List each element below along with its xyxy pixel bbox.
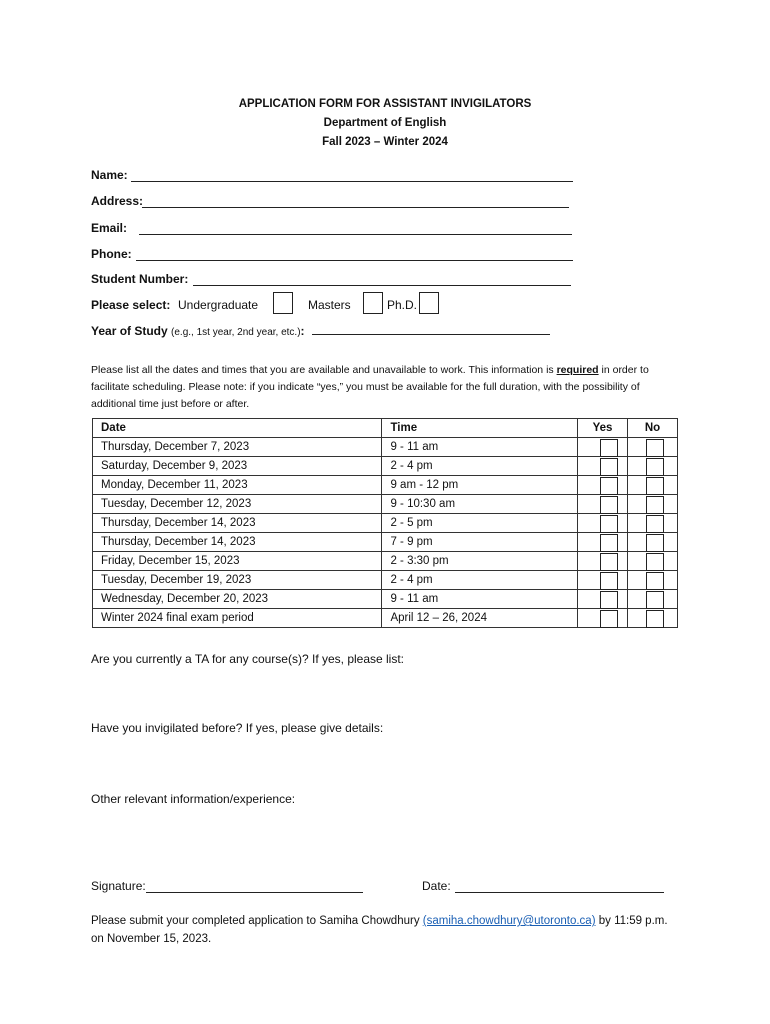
option-undergraduate-label: Undergraduate [178,298,259,312]
no-checkbox[interactable] [646,610,664,628]
student-number-line[interactable] [193,285,571,286]
address-line[interactable] [142,207,569,208]
name-field[interactable] [91,166,573,184]
submit-text-before: Please submit your completed application to Samiha Chowdhury [91,915,423,927]
no-cell [628,476,678,495]
availability-instructions [91,362,671,413]
email-line[interactable] [139,234,572,235]
address-field[interactable] [91,192,569,210]
option-phd-label: Ph.D. [387,298,418,312]
row-date: Monday, December 11, 2023 [93,476,382,495]
yes-cell [578,438,628,457]
no-checkbox[interactable] [646,591,664,609]
row-date: Tuesday, December 19, 2023 [93,571,382,590]
row-time: 9 - 11 am [382,590,578,609]
yes-checkbox[interactable] [600,458,618,476]
no-cell [628,514,678,533]
table-row [93,495,678,514]
header-yes: Yes [578,419,628,438]
phd-checkbox[interactable] [419,292,439,314]
header-date: Date [93,419,382,438]
row-time: 7 - 9 pm [382,533,578,552]
email-field[interactable] [91,219,572,237]
form-title: APPLICATION FORM FOR ASSISTANT INVIGILATORS [238,98,532,110]
table-row [93,514,678,533]
row-date: Friday, December 15, 2023 [93,552,382,571]
yes-checkbox[interactable] [600,439,618,457]
table-row [93,552,678,571]
invigilated-question: Have you invigilated before? If yes, please give details: [91,721,384,735]
email-label: Email: [91,221,128,235]
row-date: Thursday, December 14, 2023 [93,514,382,533]
date-line[interactable] [455,892,664,893]
row-time: 2 - 4 pm [382,457,578,476]
table-row [93,571,678,590]
signature-label: Signature: [91,879,146,893]
no-checkbox[interactable] [646,553,664,571]
year-of-study-hint: (e.g., 1st year, 2nd year, etc.) [171,327,301,338]
row-date: Thursday, December 14, 2023 [93,533,382,552]
no-checkbox[interactable] [646,496,664,514]
no-checkbox[interactable] [646,477,664,495]
date-label: Date: [422,879,451,893]
row-date: Winter 2024 final exam period [93,609,382,628]
signature-line[interactable] [146,892,363,893]
student-number-field[interactable] [91,270,571,288]
row-time: April 12 – 26, 2024 [382,609,578,628]
phone-field[interactable] [91,245,573,263]
yes-checkbox[interactable] [600,515,618,533]
year-of-study-line[interactable] [312,322,550,335]
yes-cell [578,609,628,628]
program-select-row [91,294,491,316]
phone-line[interactable] [136,260,573,261]
program-select-label: Please select: [91,298,171,312]
yes-checkbox[interactable] [600,534,618,552]
no-checkbox[interactable] [646,515,664,533]
row-time: 2 - 3:30 pm [382,552,578,571]
no-checkbox[interactable] [646,458,664,476]
row-time: 9 - 11 am [382,438,578,457]
yes-cell [578,457,628,476]
no-checkbox[interactable] [646,534,664,552]
table-row [93,533,678,552]
row-time: 9 am - 12 pm [382,476,578,495]
row-date: Thursday, December 7, 2023 [93,438,382,457]
availability-table [92,418,678,628]
yes-cell [578,533,628,552]
address-label: Address: [91,194,144,208]
no-cell [628,495,678,514]
table-row [93,609,678,628]
term-range: Fall 2023 – Winter 2024 [322,136,448,148]
yes-checkbox[interactable] [600,553,618,571]
no-checkbox[interactable] [646,572,664,590]
no-cell [628,571,678,590]
yes-cell [578,590,628,609]
instructions-required: required [556,364,599,376]
row-time: 9 - 10:30 am [382,495,578,514]
yes-checkbox[interactable] [600,610,618,628]
masters-checkbox[interactable] [363,292,383,314]
name-line[interactable] [131,181,573,182]
yes-cell [578,552,628,571]
table-row [93,590,678,609]
no-cell [628,533,678,552]
yes-checkbox[interactable] [600,572,618,590]
submission-instructions [91,912,671,948]
header-no: No [628,419,678,438]
table-row [93,476,678,495]
year-of-study-field[interactable] [91,322,550,340]
no-checkbox[interactable] [646,439,664,457]
no-cell [628,457,678,476]
table-header-row [93,419,678,438]
instructions-text-before: Please list all the dates and times that you are available and unavailable to work. This information is [91,364,557,376]
year-of-study-label: Year of Study [91,324,168,338]
row-date: Wednesday, December 20, 2023 [93,590,382,609]
student-number-label: Student Number: [91,272,189,286]
row-time: 2 - 5 pm [382,514,578,533]
row-time: 2 - 4 pm [382,571,578,590]
row-date: Tuesday, December 12, 2023 [93,495,382,514]
phone-label: Phone: [91,247,132,261]
submit-text-after: by 11:59 p.m. on November 15, 2023. [91,915,668,945]
yes-cell [578,495,628,514]
yes-checkbox[interactable] [600,496,618,514]
ta-question: Are you currently a TA for any course(s)? If yes, please list: [91,652,405,666]
row-date: Saturday, December 9, 2023 [93,457,382,476]
year-of-study-colon: : [300,324,305,338]
yes-checkbox[interactable] [600,591,618,609]
yes-cell [578,514,628,533]
signature-row [91,877,691,895]
name-label: Name: [91,168,128,182]
table-row [93,438,678,457]
no-cell [628,609,678,628]
instructions-text-after: in order to facilitate scheduling. Please note: if you indicate “yes,” you must be available for the full duration, with the possibility of additional time just before or after. [91,364,649,410]
header-time: Time [382,419,578,438]
yes-cell [578,571,628,590]
undergraduate-checkbox[interactable] [273,292,293,314]
no-cell [628,438,678,457]
form-header [0,95,770,152]
other-info-question: Other relevant information/experience: [91,792,296,806]
table-row [93,457,678,476]
no-cell [628,552,678,571]
no-cell [628,590,678,609]
department-name: Department of English [323,117,447,129]
option-masters-label: Masters [308,298,351,312]
contact-email-link[interactable]: (samiha.chowdhury@utoronto.ca) [422,915,596,927]
yes-checkbox[interactable] [600,477,618,495]
yes-cell [578,476,628,495]
